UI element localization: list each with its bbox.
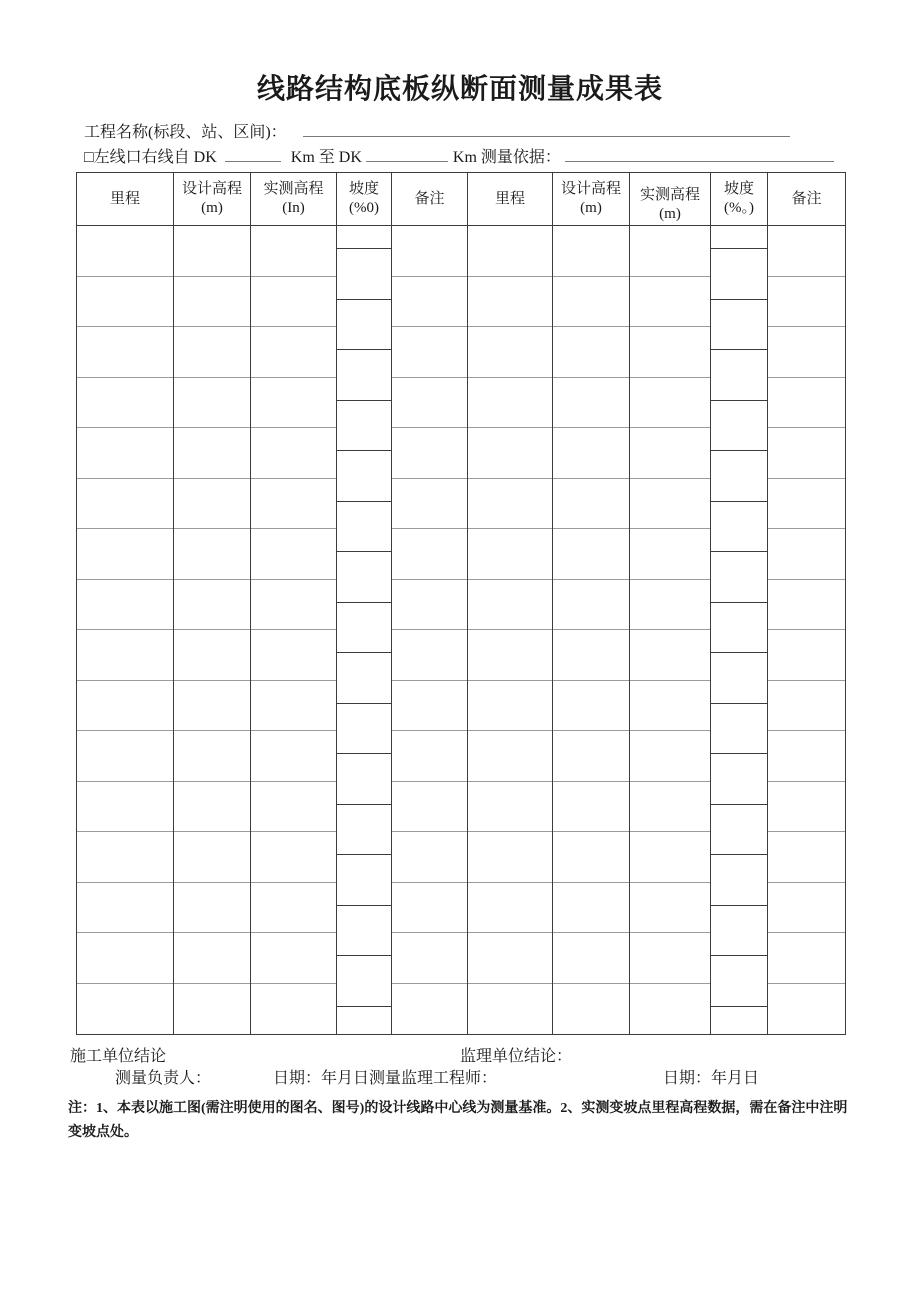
table-cell [630, 731, 710, 782]
table-cell [392, 630, 467, 681]
table-cell [174, 327, 250, 378]
table-cell [553, 479, 629, 530]
table-cell [711, 805, 767, 856]
table-cell [337, 1007, 391, 1035]
table-cell [392, 428, 467, 479]
table-cell [77, 782, 173, 833]
table-cell [392, 883, 467, 934]
table-cell [553, 933, 629, 984]
table-cell [392, 327, 467, 378]
table-cell [630, 529, 710, 580]
table-cell [711, 350, 767, 401]
table-cell [174, 681, 250, 732]
km-to-label: Km 至 DK [290, 149, 362, 166]
header-label: 备注 [414, 190, 445, 207]
table-cell [337, 956, 391, 1007]
column-measured-elevation-left [251, 173, 337, 1034]
table-cell [711, 401, 767, 452]
construction-unit-conclusion: 施工单位结论 [70, 1048, 167, 1065]
table-cell [392, 529, 467, 580]
table-cell [711, 552, 767, 603]
table-cell [711, 249, 767, 300]
table-cell [251, 681, 336, 732]
table-cell [768, 681, 845, 732]
table-cell [468, 731, 552, 782]
table-cell [392, 832, 467, 883]
table-cell [630, 832, 710, 883]
header-label: 设计高程 [560, 181, 621, 197]
table-cell [711, 300, 767, 351]
table-cell [251, 883, 336, 934]
project-name-label: 工程名称(标段、站、区间)： [84, 124, 287, 141]
header-unit: (%。) [724, 200, 754, 216]
table-cell [77, 277, 173, 328]
table-cell [392, 277, 467, 328]
table-cell [553, 681, 629, 732]
table-cell [77, 832, 173, 883]
table-cell [174, 428, 250, 479]
table-cell [768, 630, 845, 681]
header-label: 里程 [109, 190, 140, 207]
table-cell [251, 479, 336, 530]
header-mileage-right [468, 173, 552, 226]
table-cell [77, 580, 173, 631]
table-cell [77, 731, 173, 782]
from-km-blank [225, 146, 281, 162]
header-design-elevation-left [174, 173, 250, 226]
table-cell [630, 428, 710, 479]
table-cell [553, 580, 629, 631]
table-cell [711, 502, 767, 553]
table-cell [251, 327, 336, 378]
table-cell [174, 984, 250, 1035]
header-label: 设计高程 [181, 181, 242, 197]
header-label: 坡度 [723, 181, 754, 197]
table-cell [468, 933, 552, 984]
table-cell [77, 479, 173, 530]
table-cell [77, 529, 173, 580]
table-cell [392, 681, 467, 732]
table-cell [468, 832, 552, 883]
table-cell [630, 226, 710, 277]
table-cell [553, 378, 629, 429]
table-cell [174, 226, 250, 277]
column-measured-elevation-right [630, 173, 711, 1034]
table-cell [768, 984, 845, 1035]
table-cell [553, 782, 629, 833]
table-cell [468, 984, 552, 1035]
table-cell [77, 630, 173, 681]
project-name-blank [303, 121, 790, 137]
table-cell [468, 479, 552, 530]
table-cell [553, 529, 629, 580]
table-cell [337, 855, 391, 906]
table-cell [337, 603, 391, 654]
table-cell [768, 731, 845, 782]
table-cell [174, 580, 250, 631]
header-slope-right [711, 173, 767, 226]
table-cell [630, 580, 710, 631]
table-cell [174, 883, 250, 934]
table-cell [77, 883, 173, 934]
table-cell [77, 378, 173, 429]
line-select-label: □左线口右线自 DK [84, 149, 217, 166]
table-cell [251, 630, 336, 681]
header-label: 坡度 [348, 181, 379, 197]
table-cell [768, 479, 845, 530]
header-design-elevation-right [553, 173, 629, 226]
table-cell [77, 327, 173, 378]
table-cell [392, 580, 467, 631]
header-label: 备注 [791, 190, 822, 207]
table-cell [392, 479, 467, 530]
table-cell [630, 933, 710, 984]
table-cell [768, 428, 845, 479]
column-slope-left [337, 173, 392, 1034]
table-cell [630, 479, 710, 530]
header-unit: (%0) [349, 200, 379, 216]
column-design-elevation-right [553, 173, 630, 1034]
table-cell [630, 630, 710, 681]
header-label: 实测高程(m) [639, 187, 700, 222]
table-cell [251, 731, 336, 782]
table-cell [768, 327, 845, 378]
table-cell [337, 226, 391, 249]
column-remarks-right [768, 173, 845, 1034]
table-cell [174, 933, 250, 984]
table-cell [337, 451, 391, 502]
table-cell [392, 378, 467, 429]
table-cell [251, 832, 336, 883]
column-design-elevation-left [174, 173, 251, 1034]
table-cell [174, 529, 250, 580]
table-cell [768, 529, 845, 580]
column-mileage-right [468, 173, 553, 1034]
table-cell [630, 681, 710, 732]
header-slope-left [337, 173, 391, 226]
table-cell [77, 428, 173, 479]
table-cell [468, 226, 552, 277]
table-cell [337, 754, 391, 805]
table-cell [768, 933, 845, 984]
table-cell [468, 630, 552, 681]
table-cell [251, 782, 336, 833]
table-cell [174, 479, 250, 530]
table-cell [174, 731, 250, 782]
survey-basis-label: Km 测量依据： [452, 149, 561, 166]
table-cell [337, 249, 391, 300]
header-label: 里程 [494, 190, 525, 207]
table-cell [768, 832, 845, 883]
header-measured-elevation-left [251, 173, 336, 226]
table-cell [553, 428, 629, 479]
table-cell [768, 883, 845, 934]
table-cell [392, 984, 467, 1035]
table-cell [337, 552, 391, 603]
measurement-table [76, 172, 846, 1035]
table-cell [174, 832, 250, 883]
header-remarks-right [768, 173, 845, 226]
project-name-line [84, 121, 790, 143]
table-cell [468, 428, 552, 479]
to-km-blank [366, 146, 448, 162]
table-cell [468, 681, 552, 732]
table-cell [630, 883, 710, 934]
table-cell [337, 653, 391, 704]
table-cell [553, 277, 629, 328]
table-cell [337, 401, 391, 452]
header-remarks-left [392, 173, 467, 226]
table-cell [251, 933, 336, 984]
table-cell [468, 327, 552, 378]
table-cell [392, 782, 467, 833]
table-cell [392, 226, 467, 277]
table-cell [77, 933, 173, 984]
supervision-unit-conclusion: 监理单位结论： [460, 1048, 573, 1065]
table-cell [251, 984, 336, 1035]
table-cell [553, 832, 629, 883]
table-cell [711, 1007, 767, 1035]
surveyor-label: 测量负责人： [115, 1070, 212, 1087]
table-cell [337, 300, 391, 351]
table-cell [468, 277, 552, 328]
table-cell [711, 603, 767, 654]
header-measured-elevation-right [630, 173, 710, 226]
table-cell [630, 782, 710, 833]
table-cell [392, 731, 467, 782]
table-cell [711, 451, 767, 502]
table-cell [630, 984, 710, 1035]
header-unit: (m) [580, 200, 602, 216]
column-mileage-left [77, 173, 174, 1034]
table-cell [77, 984, 173, 1035]
date-label: 日期：年月日 [663, 1070, 760, 1087]
table-cell [337, 350, 391, 401]
table-cell [553, 883, 629, 934]
line-range-line [84, 146, 834, 168]
table-cell [711, 855, 767, 906]
table-cell [468, 580, 552, 631]
column-slope-right [711, 173, 768, 1034]
table-cell [337, 704, 391, 755]
table-cell [768, 226, 845, 277]
table-cell [768, 782, 845, 833]
table-cell [77, 681, 173, 732]
table-cell [630, 277, 710, 328]
table-cell [711, 956, 767, 1007]
table-cell [174, 277, 250, 328]
table-cell [251, 277, 336, 328]
table-cell [337, 906, 391, 957]
table-cell [768, 378, 845, 429]
table-cell [337, 502, 391, 553]
table-cell [77, 226, 173, 277]
survey-basis-blank [565, 146, 834, 162]
table-cell [251, 428, 336, 479]
column-remarks-left [392, 173, 468, 1034]
table-cell [468, 883, 552, 934]
table-cell [553, 731, 629, 782]
table-cell [711, 653, 767, 704]
table-cell [711, 906, 767, 957]
form-notes: 注：1、本表以施工图(需注明使用的图名、图号)的设计线路中心线为测量基准。2、实测变坡点里程高程数据，需在备注中注明变坡点处。 [68, 1101, 848, 1140]
table-cell [711, 754, 767, 805]
table-cell [768, 277, 845, 328]
header-unit: (m) [201, 200, 223, 216]
table-cell [174, 782, 250, 833]
page-title: 线路结构底板纵断面测量成果表 [256, 73, 663, 104]
table-cell [768, 580, 845, 631]
header-mileage-left [77, 173, 173, 226]
table-cell [630, 327, 710, 378]
table-cell [711, 704, 767, 755]
table-cell [251, 378, 336, 429]
header-unit: (In) [282, 200, 305, 216]
table-cell [468, 529, 552, 580]
table-cell [553, 630, 629, 681]
table-cell [392, 933, 467, 984]
table-cell [174, 378, 250, 429]
table-cell [251, 226, 336, 277]
table-cell [251, 580, 336, 631]
table-cell [468, 378, 552, 429]
table-cell [630, 378, 710, 429]
table-cell [553, 226, 629, 277]
date-and-supervisor-label: 日期：年月日测量监理工程师： [273, 1070, 498, 1087]
table-cell [553, 327, 629, 378]
table-cell [711, 226, 767, 249]
table-cell [174, 630, 250, 681]
table-cell [468, 782, 552, 833]
header-label: 实测高程 [263, 181, 324, 197]
table-cell [553, 984, 629, 1035]
table-cell [251, 529, 336, 580]
table-cell [337, 805, 391, 856]
